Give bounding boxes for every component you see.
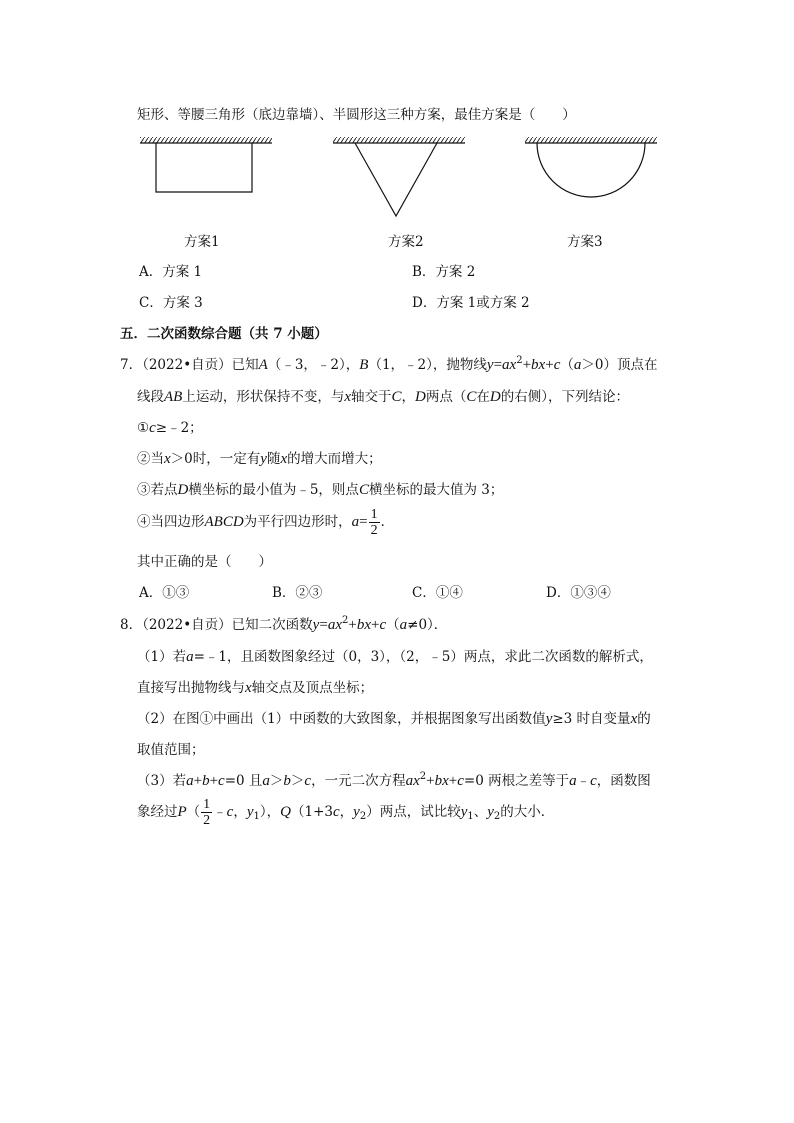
fraction-one-half: $\frac{1}{2}$ (370, 507, 378, 538)
q7-option-c: C．①④ (412, 585, 463, 601)
question-7-line-2: 线段AB上运动，形状保持不变，与x轴交于C，D两点（C在D的右侧），下列结论： (137, 389, 629, 405)
scheme-2-figure (333, 137, 465, 216)
part-1-line-1: （1）若a=﹣1，且函数图象经过（0，3），（2，﹣5）两点，求此二次函数的解析式， (137, 649, 653, 665)
q6-option-c: C．方案 3 (139, 295, 203, 311)
question-8-line-1: 8．（2022•自贡）已知二次函数$y=ax^2+bx+c(a\ne 0)$． (120, 615, 448, 633)
section-title: 五．二次函数综合题（共 7 小题） (120, 326, 328, 342)
part-1-line-2: 直接写出抛物线与x轴交点及顶点坐标； (137, 680, 374, 696)
statement-4: ④当四边形ABCD为平行四边形时，a= $\frac{1}{2}$ ． (137, 507, 395, 538)
q7-option-a: A．①③ (139, 585, 190, 601)
q6-option-a: A．方案 1 (139, 264, 203, 280)
fraction-one-half: $\frac{1}{2}$ (203, 797, 211, 828)
scheme-figures (0, 0, 794, 260)
question-7-ask: 其中正确的是（ ） (137, 554, 272, 570)
q7-option-b: B．②③ (272, 585, 323, 601)
part-2-line-2: 取值范围； (137, 742, 205, 758)
scheme-1-label: 方案1 (184, 234, 220, 250)
part-3-line-2: 象经过P（ $\frac{1}{2}$ ﹣c，$y_1$），Q（1+3c，$y_2$）两点，试比较$y_1$、$y_2$的大小． (137, 797, 555, 828)
statement-3: ③若点D横坐标的最小值为﹣5，则点C横坐标的最大值为 3； (137, 482, 504, 498)
question-7-line-1: 7．（2022•自贡）已知A（﹣3，﹣2），B（1，﹣2），抛物线$y=ax^2+bx+c(a>0)$顶点在 (120, 355, 658, 373)
q7-option-d: D．①③④ (546, 585, 611, 601)
scheme-3-figure (525, 137, 657, 197)
scheme-3-label: 方案3 (567, 234, 603, 250)
scheme-1-figure (140, 137, 272, 192)
statement-2: ②当x＞0时，一定有y随x的增大而增大； (137, 451, 382, 467)
part-2-line-1: （2）在图①中画出（1）中函数的大致图象，并根据图象写出函数值y≥3 时自变量x的 (137, 711, 651, 727)
scheme-2-label: 方案2 (388, 234, 424, 250)
part-3-line-1: （3）若a+b+c=0 且a＞b＞c，一元二次方程$ax^2+bx+c=0$ 两根之差等于a﹣c，函数图 (137, 771, 651, 789)
statement-1: ①c≥﹣2； (137, 420, 203, 436)
question-6-text: 矩形、等腰三角形（底边靠墙）、半圆形这三种方案，最佳方案是（ ） (137, 107, 576, 123)
q6-option-d: D．方案 1或方案 2 (412, 295, 530, 311)
q6-option-b: B．方案 2 (412, 264, 476, 280)
